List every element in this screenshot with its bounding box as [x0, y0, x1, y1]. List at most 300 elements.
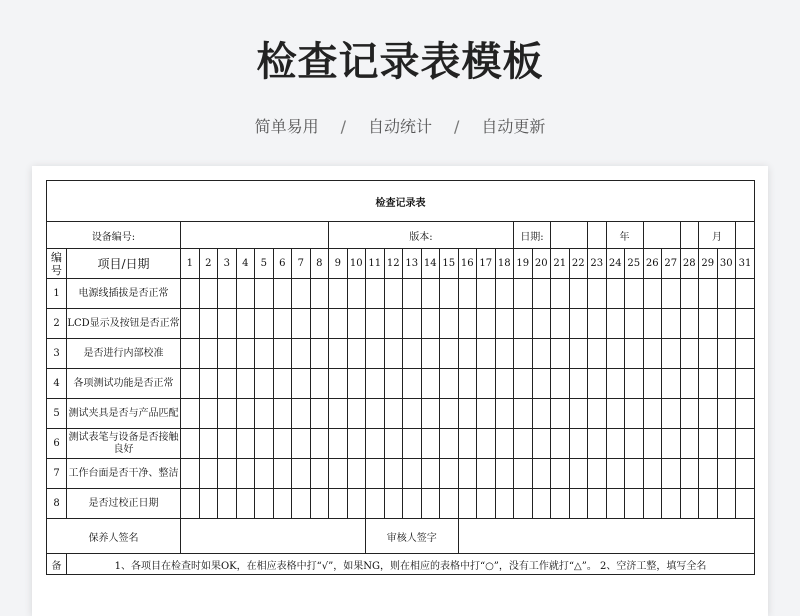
check-cell[interactable] — [440, 489, 459, 519]
number-header: 编号 — [47, 249, 67, 279]
check-cell[interactable] — [699, 309, 718, 339]
check-cell[interactable] — [236, 399, 255, 429]
check-cell[interactable] — [310, 459, 329, 489]
check-cell[interactable] — [569, 429, 588, 459]
check-cell[interactable] — [643, 399, 662, 429]
reviewer-sign-label: 审核人签字 — [366, 519, 459, 554]
check-cell[interactable] — [532, 339, 551, 369]
check-cell[interactable] — [643, 429, 662, 459]
check-cell[interactable] — [606, 339, 625, 369]
maintainer-sign-field[interactable] — [181, 519, 366, 554]
check-cell[interactable] — [495, 339, 514, 369]
check-cell[interactable] — [236, 429, 255, 459]
check-cell[interactable] — [292, 399, 311, 429]
check-cell[interactable] — [181, 399, 200, 429]
check-cell[interactable] — [680, 369, 699, 399]
check-cell[interactable] — [495, 489, 514, 519]
check-cell[interactable] — [236, 279, 255, 309]
day-header: 7 — [292, 249, 311, 279]
check-cell[interactable] — [606, 399, 625, 429]
check-cell[interactable] — [329, 459, 348, 489]
check-cell[interactable] — [662, 489, 681, 519]
check-cell[interactable] — [440, 279, 459, 309]
check-cell[interactable] — [495, 279, 514, 309]
check-cell[interactable] — [310, 489, 329, 519]
check-cell[interactable] — [717, 489, 736, 519]
day-header: 5 — [255, 249, 274, 279]
check-cell[interactable] — [458, 459, 477, 489]
day-header: 19 — [514, 249, 533, 279]
info-blank[interactable] — [551, 222, 588, 249]
check-cell[interactable] — [255, 279, 274, 309]
check-cell[interactable] — [366, 489, 385, 519]
check-cell[interactable] — [606, 369, 625, 399]
check-cell[interactable] — [292, 459, 311, 489]
check-cell[interactable] — [532, 489, 551, 519]
check-cell[interactable] — [477, 489, 496, 519]
check-cell[interactable] — [717, 369, 736, 399]
check-cell[interactable] — [236, 489, 255, 519]
check-cell[interactable] — [384, 369, 403, 399]
check-cell[interactable] — [384, 309, 403, 339]
check-cell[interactable] — [347, 279, 366, 309]
form-title: 检查记录表 — [47, 181, 755, 222]
check-cell[interactable] — [699, 459, 718, 489]
check-cell[interactable] — [440, 369, 459, 399]
check-cell[interactable] — [218, 339, 237, 369]
check-cell[interactable] — [717, 339, 736, 369]
check-cell[interactable] — [458, 489, 477, 519]
check-cell[interactable] — [236, 459, 255, 489]
check-cell[interactable] — [532, 279, 551, 309]
day-header: 24 — [606, 249, 625, 279]
check-cell[interactable] — [514, 399, 533, 429]
check-cell[interactable] — [255, 459, 274, 489]
check-cell[interactable] — [255, 399, 274, 429]
check-cell[interactable] — [625, 459, 644, 489]
check-cell[interactable] — [384, 489, 403, 519]
check-cell[interactable] — [458, 369, 477, 399]
check-cell[interactable] — [384, 339, 403, 369]
check-cell[interactable] — [643, 339, 662, 369]
check-cell[interactable] — [329, 309, 348, 339]
check-cell[interactable] — [292, 279, 311, 309]
check-cell[interactable] — [717, 279, 736, 309]
check-cell[interactable] — [310, 309, 329, 339]
form-sheet — [32, 166, 768, 616]
check-cell[interactable] — [440, 459, 459, 489]
check-cell[interactable] — [440, 429, 459, 459]
item-name: 测试表笔与设备是否接触良好 — [67, 429, 181, 459]
check-cell[interactable] — [625, 309, 644, 339]
table-row — [47, 369, 755, 399]
item-number: 6 — [47, 429, 67, 459]
check-cell[interactable] — [329, 369, 348, 399]
table-row — [47, 399, 755, 429]
check-cell[interactable] — [218, 369, 237, 399]
check-cell[interactable] — [273, 399, 292, 429]
check-cell[interactable] — [717, 459, 736, 489]
check-cell[interactable] — [662, 279, 681, 309]
check-cell[interactable] — [329, 279, 348, 309]
check-cell[interactable] — [366, 399, 385, 429]
check-cell[interactable] — [532, 309, 551, 339]
check-cell[interactable] — [495, 309, 514, 339]
check-cell[interactable] — [384, 279, 403, 309]
check-cell[interactable] — [643, 489, 662, 519]
day-header: 13 — [403, 249, 422, 279]
item-name: 各项测试功能是否正常 — [67, 369, 181, 399]
check-cell[interactable] — [643, 369, 662, 399]
check-cell[interactable] — [403, 309, 422, 339]
check-cell[interactable] — [255, 369, 274, 399]
check-cell[interactable] — [366, 369, 385, 399]
check-cell[interactable] — [181, 339, 200, 369]
check-cell[interactable] — [514, 429, 533, 459]
check-cell[interactable] — [699, 339, 718, 369]
check-cell[interactable] — [532, 369, 551, 399]
check-cell[interactable] — [347, 489, 366, 519]
notes-text: 1、各项目在检查时如果OK，在相应表格中打“√”，如果NG，则在相应的表格中打“○”，没有工作就打“△”。 2、空济工整，填写全名 — [67, 554, 755, 575]
check-cell[interactable] — [347, 369, 366, 399]
check-cell[interactable] — [273, 489, 292, 519]
check-cell[interactable] — [662, 339, 681, 369]
check-cell[interactable] — [273, 459, 292, 489]
check-cell[interactable] — [255, 309, 274, 339]
check-cell[interactable] — [403, 489, 422, 519]
check-cell[interactable] — [236, 339, 255, 369]
check-cell[interactable] — [403, 369, 422, 399]
check-cell[interactable] — [662, 309, 681, 339]
check-cell[interactable] — [551, 429, 570, 459]
check-cell[interactable] — [329, 339, 348, 369]
check-cell[interactable] — [384, 459, 403, 489]
check-cell[interactable] — [366, 429, 385, 459]
check-cell[interactable] — [458, 309, 477, 339]
day-header: 8 — [310, 249, 329, 279]
check-cell[interactable] — [625, 339, 644, 369]
check-cell[interactable] — [606, 429, 625, 459]
check-cell[interactable] — [310, 399, 329, 429]
check-cell[interactable] — [680, 489, 699, 519]
equipment-number-label: 设备编号: — [47, 222, 181, 249]
check-cell[interactable] — [181, 489, 200, 519]
check-cell[interactable] — [569, 309, 588, 339]
day-header: 31 — [736, 249, 755, 279]
check-cell[interactable] — [551, 339, 570, 369]
reviewer-sign-field[interactable] — [458, 519, 754, 554]
check-cell[interactable] — [292, 309, 311, 339]
check-cell[interactable] — [569, 489, 588, 519]
check-cell[interactable] — [310, 279, 329, 309]
check-cell[interactable] — [588, 339, 607, 369]
day-header: 3 — [218, 249, 237, 279]
check-cell[interactable] — [218, 279, 237, 309]
check-cell[interactable] — [680, 339, 699, 369]
check-cell[interactable] — [717, 309, 736, 339]
check-cell[interactable] — [366, 279, 385, 309]
notes-row — [47, 554, 755, 575]
check-cell[interactable] — [551, 309, 570, 339]
check-cell[interactable] — [255, 429, 274, 459]
check-cell[interactable] — [477, 429, 496, 459]
check-cell[interactable] — [625, 279, 644, 309]
check-cell[interactable] — [680, 459, 699, 489]
check-cell[interactable] — [421, 489, 440, 519]
check-cell[interactable] — [347, 459, 366, 489]
check-cell[interactable] — [588, 369, 607, 399]
check-cell[interactable] — [736, 429, 755, 459]
check-cell[interactable] — [643, 459, 662, 489]
day-header: 27 — [662, 249, 681, 279]
check-cell[interactable] — [181, 279, 200, 309]
check-cell[interactable] — [643, 279, 662, 309]
check-cell[interactable] — [477, 369, 496, 399]
check-cell[interactable] — [736, 369, 755, 399]
check-cell[interactable] — [403, 459, 422, 489]
check-cell[interactable] — [181, 309, 200, 339]
check-cell[interactable] — [495, 369, 514, 399]
check-cell[interactable] — [421, 399, 440, 429]
check-cell[interactable] — [292, 369, 311, 399]
check-cell[interactable] — [551, 459, 570, 489]
check-cell[interactable] — [218, 459, 237, 489]
page-title: 检查记录表模板 — [256, 39, 544, 85]
check-cell[interactable] — [736, 279, 755, 309]
info-blank[interactable] — [680, 222, 699, 249]
check-cell[interactable] — [551, 399, 570, 429]
check-cell[interactable] — [569, 369, 588, 399]
check-cell[interactable] — [477, 459, 496, 489]
check-cell[interactable] — [273, 309, 292, 339]
check-cell[interactable] — [310, 429, 329, 459]
check-cell[interactable] — [736, 309, 755, 339]
check-cell[interactable] — [569, 279, 588, 309]
check-cell[interactable] — [736, 399, 755, 429]
check-cell[interactable] — [699, 429, 718, 459]
check-cell[interactable] — [514, 279, 533, 309]
check-cell[interactable] — [199, 279, 218, 309]
check-cell[interactable] — [440, 339, 459, 369]
check-cell[interactable] — [662, 369, 681, 399]
check-cell[interactable] — [421, 459, 440, 489]
check-cell[interactable] — [532, 399, 551, 429]
check-cell[interactable] — [736, 339, 755, 369]
check-cell[interactable] — [680, 429, 699, 459]
day-header: 6 — [273, 249, 292, 279]
check-cell[interactable] — [736, 489, 755, 519]
check-cell[interactable] — [680, 399, 699, 429]
item-name: 工作台面是否干净、整洁 — [67, 459, 181, 489]
check-cell[interactable] — [514, 459, 533, 489]
check-cell[interactable] — [218, 309, 237, 339]
day-header: 30 — [717, 249, 736, 279]
check-cell[interactable] — [588, 429, 607, 459]
check-cell[interactable] — [606, 459, 625, 489]
check-cell[interactable] — [366, 459, 385, 489]
check-cell[interactable] — [199, 339, 218, 369]
check-cell[interactable] — [569, 459, 588, 489]
check-cell[interactable] — [551, 489, 570, 519]
check-cell[interactable] — [699, 399, 718, 429]
check-cell[interactable] — [310, 369, 329, 399]
item-name: 电源线插拔是否正常 — [67, 279, 181, 309]
check-cell[interactable] — [273, 369, 292, 399]
check-cell[interactable] — [477, 309, 496, 339]
day-header: 10 — [347, 249, 366, 279]
check-cell[interactable] — [421, 339, 440, 369]
check-cell[interactable] — [347, 429, 366, 459]
item-number: 8 — [47, 489, 67, 519]
check-cell[interactable] — [606, 309, 625, 339]
check-cell[interactable] — [551, 279, 570, 309]
check-cell[interactable] — [643, 309, 662, 339]
check-cell[interactable] — [514, 339, 533, 369]
check-cell[interactable] — [569, 339, 588, 369]
check-cell[interactable] — [458, 429, 477, 459]
day-header: 11 — [366, 249, 385, 279]
check-cell[interactable] — [347, 309, 366, 339]
check-cell[interactable] — [366, 309, 385, 339]
check-cell[interactable] — [495, 399, 514, 429]
check-cell[interactable] — [458, 339, 477, 369]
check-cell[interactable] — [625, 369, 644, 399]
check-cell[interactable] — [329, 429, 348, 459]
check-cell[interactable] — [292, 489, 311, 519]
day-header: 17 — [477, 249, 496, 279]
check-cell[interactable] — [403, 339, 422, 369]
check-cell[interactable] — [625, 489, 644, 519]
check-cell[interactable] — [181, 429, 200, 459]
check-cell[interactable] — [625, 399, 644, 429]
check-cell[interactable] — [625, 429, 644, 459]
check-cell[interactable] — [717, 429, 736, 459]
check-cell[interactable] — [699, 489, 718, 519]
day-header: 15 — [440, 249, 459, 279]
check-cell[interactable] — [199, 489, 218, 519]
check-cell[interactable] — [440, 309, 459, 339]
check-cell[interactable] — [347, 399, 366, 429]
day-header: 4 — [236, 249, 255, 279]
check-cell[interactable] — [273, 339, 292, 369]
check-cell[interactable] — [366, 339, 385, 369]
check-cell[interactable] — [218, 399, 237, 429]
check-cell[interactable] — [255, 339, 274, 369]
info-blank[interactable] — [643, 222, 680, 249]
check-cell[interactable] — [736, 459, 755, 489]
check-cell[interactable] — [384, 399, 403, 429]
check-cell[interactable] — [181, 369, 200, 399]
info-blank[interactable] — [181, 222, 329, 249]
check-cell[interactable] — [606, 279, 625, 309]
check-cell[interactable] — [421, 369, 440, 399]
item-number: 7 — [47, 459, 67, 489]
check-cell[interactable] — [218, 429, 237, 459]
check-cell[interactable] — [421, 279, 440, 309]
check-cell[interactable] — [347, 339, 366, 369]
check-cell[interactable] — [717, 399, 736, 429]
day-header: 25 — [625, 249, 644, 279]
check-cell[interactable] — [273, 429, 292, 459]
check-cell[interactable] — [477, 279, 496, 309]
check-cell[interactable] — [495, 429, 514, 459]
check-cell[interactable] — [606, 489, 625, 519]
check-cell[interactable] — [662, 429, 681, 459]
check-cell[interactable] — [569, 399, 588, 429]
check-cell[interactable] — [588, 399, 607, 429]
day-header: 29 — [699, 249, 718, 279]
check-cell[interactable] — [199, 369, 218, 399]
check-cell[interactable] — [458, 279, 477, 309]
check-cell[interactable] — [199, 429, 218, 459]
check-cell[interactable] — [532, 459, 551, 489]
check-cell[interactable] — [662, 399, 681, 429]
check-cell[interactable] — [440, 399, 459, 429]
day-header: 22 — [569, 249, 588, 279]
check-cell[interactable] — [588, 279, 607, 309]
check-cell[interactable] — [403, 399, 422, 429]
check-cell[interactable] — [199, 399, 218, 429]
check-cell[interactable] — [699, 369, 718, 399]
feature-tagline — [0, 114, 800, 137]
item-date-header: 项目/日期 — [67, 249, 181, 279]
check-cell[interactable] — [680, 309, 699, 339]
check-cell[interactable] — [384, 429, 403, 459]
check-cell[interactable] — [403, 429, 422, 459]
check-cell[interactable] — [514, 369, 533, 399]
check-cell[interactable] — [199, 309, 218, 339]
item-name: 是否进行内部校准 — [67, 339, 181, 369]
separator: / — [340, 117, 346, 136]
check-cell[interactable] — [588, 309, 607, 339]
check-cell[interactable] — [458, 399, 477, 429]
check-cell[interactable] — [699, 279, 718, 309]
check-cell[interactable] — [292, 339, 311, 369]
check-cell[interactable] — [495, 459, 514, 489]
check-cell[interactable] — [236, 309, 255, 339]
check-cell[interactable] — [421, 309, 440, 339]
check-cell[interactable] — [662, 459, 681, 489]
month-label: 月 — [699, 222, 736, 249]
check-cell[interactable] — [403, 279, 422, 309]
check-cell[interactable] — [588, 489, 607, 519]
check-cell[interactable] — [329, 489, 348, 519]
check-cell[interactable] — [477, 339, 496, 369]
day-header: 16 — [458, 249, 477, 279]
check-cell[interactable] — [181, 459, 200, 489]
check-cell[interactable] — [329, 399, 348, 429]
check-cell[interactable] — [532, 429, 551, 459]
check-cell[interactable] — [588, 459, 607, 489]
check-cell[interactable] — [551, 369, 570, 399]
check-cell[interactable] — [514, 489, 533, 519]
check-cell[interactable] — [514, 309, 533, 339]
check-cell[interactable] — [255, 489, 274, 519]
check-cell[interactable] — [477, 399, 496, 429]
check-cell[interactable] — [273, 279, 292, 309]
check-cell[interactable] — [421, 429, 440, 459]
table-row — [47, 309, 755, 339]
signature-row — [47, 519, 755, 554]
check-cell[interactable] — [199, 459, 218, 489]
check-cell[interactable] — [292, 429, 311, 459]
check-cell[interactable] — [218, 489, 237, 519]
info-blank[interactable] — [588, 222, 607, 249]
info-blank[interactable] — [736, 222, 755, 249]
check-cell[interactable] — [236, 369, 255, 399]
check-cell[interactable] — [310, 339, 329, 369]
check-cell[interactable] — [680, 279, 699, 309]
